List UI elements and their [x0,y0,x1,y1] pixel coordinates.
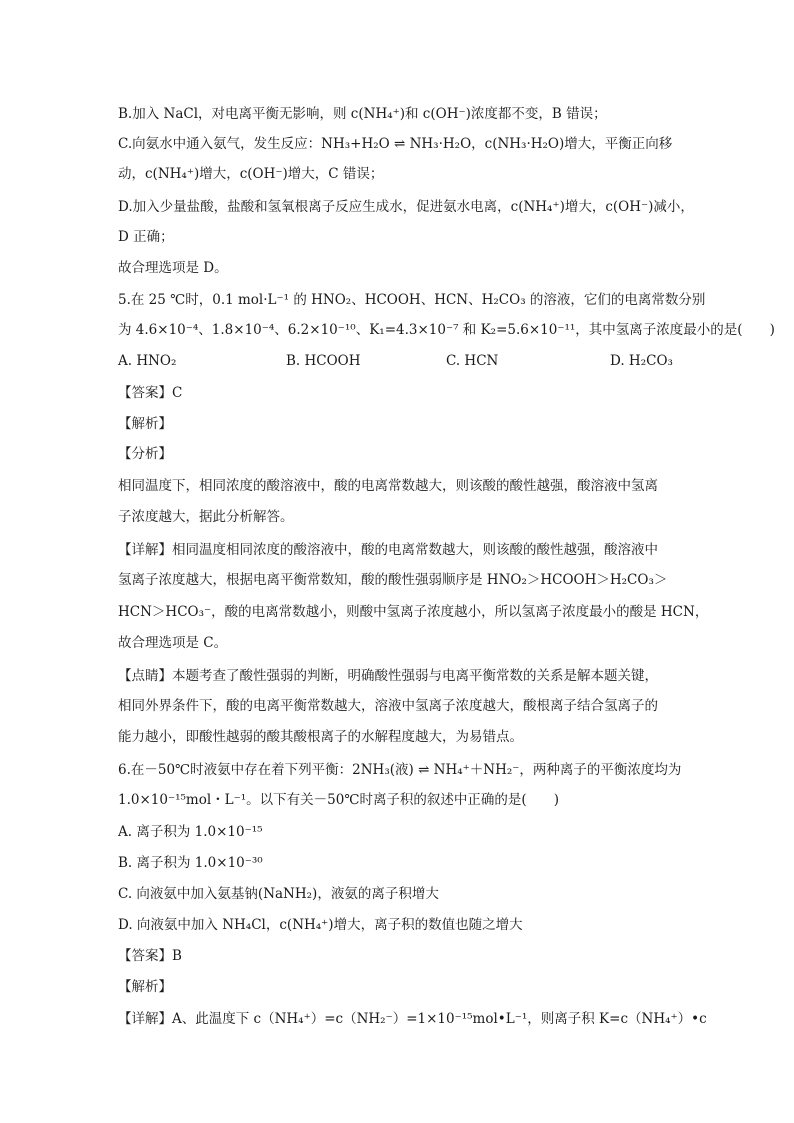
question-6-stem: 6.在－50℃时液氨中存在着下列平衡：2NH₃(液) ⇌ NH₄⁺＋NH₂⁻，两种离子的平衡浓度均为 [118,762,682,778]
text-line: 相同外界条件下，酸的电离平衡常数越大，溶液中氢离子浓度越大，酸根离子结合氢离子的 [118,698,658,714]
answer-label: 【答案】C [118,385,183,401]
text-line: 故合理选项是 D。 [118,260,228,276]
option-c: C. HCN [446,353,499,369]
option-a: A. HNO₂ [118,353,177,369]
analysis-label: 【解析】 [118,979,172,995]
text-line: 相同温度下，相同浓度的酸溶液中，酸的电离常数越大，则该酸的酸性越强，酸溶液中氢离 [118,478,658,494]
text-line: 动，c(NH₄⁺)增大，c(OH⁻)增大，C 错误； [118,166,384,182]
text-line: 能力越小，即酸性越弱的酸其酸根离子的水解程度越大，为易错点。 [118,729,523,745]
fenxi-label: 【分析】 [118,446,172,462]
text-line: C.向氨水中通入氨气，发生反应：NH₃+H₂O ⇌ NH₃·H₂O，c(NH₃·H₂O)增大，平衡正向移 [118,136,673,152]
text-line: 【点睛】本题考查了酸性强弱的判断，明确酸性强弱与电离平衡常数的关系是解本题关键， [118,668,658,684]
option-b: B. HCOOH [286,353,361,369]
text-line: 【详解】A、此温度下 c（NH₄⁺）=c（NH₂⁻）=1×10⁻¹⁵mol•L⁻¹，则离子积 K=c（NH₄⁺）•c [118,1011,707,1027]
question-6-stem-cont: 1.0×10⁻¹⁵mol・L⁻¹。以下有关－50℃时离子积的叙述中正确的是( ) [118,792,559,808]
text-line: D 正确； [118,229,174,245]
question-5-stem: 5.在 25 ℃时，0.1 mol·L⁻¹ 的 HNO₂、HCOOH、HCN、H₂CO₃ 的溶液，它们的电离常数分别 [118,292,706,308]
text-line: D.加入少量盐酸，盐酸和氢氧根离子反应生成水，促进氨水电离，c(NH₄⁺)增大，c(OH⁻)减小， [118,199,694,215]
answer-label: 【答案】B [118,948,182,964]
text-line: 故合理选项是 C。 [118,635,228,651]
text-line: 氢离子浓度越大，根据电离平衡常数知，酸的酸性强弱顺序是 HNO₂＞HCOOH＞H₂CO₃＞ [118,572,668,588]
text-line: HCN＞HCO₃⁻，酸的电离常数越小，则酸中氢离子浓度越小，所以氢离子浓度最小的酸是 HCN， [118,604,709,620]
text-line: 【详解】相同温度相同浓度的酸溶液中，酸的电离常数越大，则该酸的酸性越强，酸溶液中 [118,542,658,558]
text-line: 子浓度越大，据此分析解答。 [118,509,294,525]
text-line: B.加入 NaCl，对电离平衡无影响，则 c(NH₄⁺)和 c(OH⁻)浓度都不变，B 错误； [118,106,607,122]
question-5-options [118,351,678,371]
option-d: D. 向液氨中加入 NH₄Cl，c(NH₄⁺)增大，离子积的数值也随之增大 [118,917,523,933]
option-a: A. 离子积为 1.0×10⁻¹⁵ [118,824,263,840]
analysis-label: 【解析】 [118,416,172,432]
option-d: D. H₂CO₃ [610,353,673,369]
option-c: C. 向液氨中加入氨基钠(NaNH₂)，液氨的离子积增大 [118,886,439,902]
option-b: B. 离子积为 1.0×10⁻³⁰ [118,855,263,871]
question-5-stem-cont: 为 4.6×10⁻⁴、1.8×10⁻⁴、6.2×10⁻¹⁰、K₁=4.3×10⁻⁷ 和 K₂=5.6×10⁻¹¹，其中氢离子浓度最小的是( ) [118,322,775,338]
